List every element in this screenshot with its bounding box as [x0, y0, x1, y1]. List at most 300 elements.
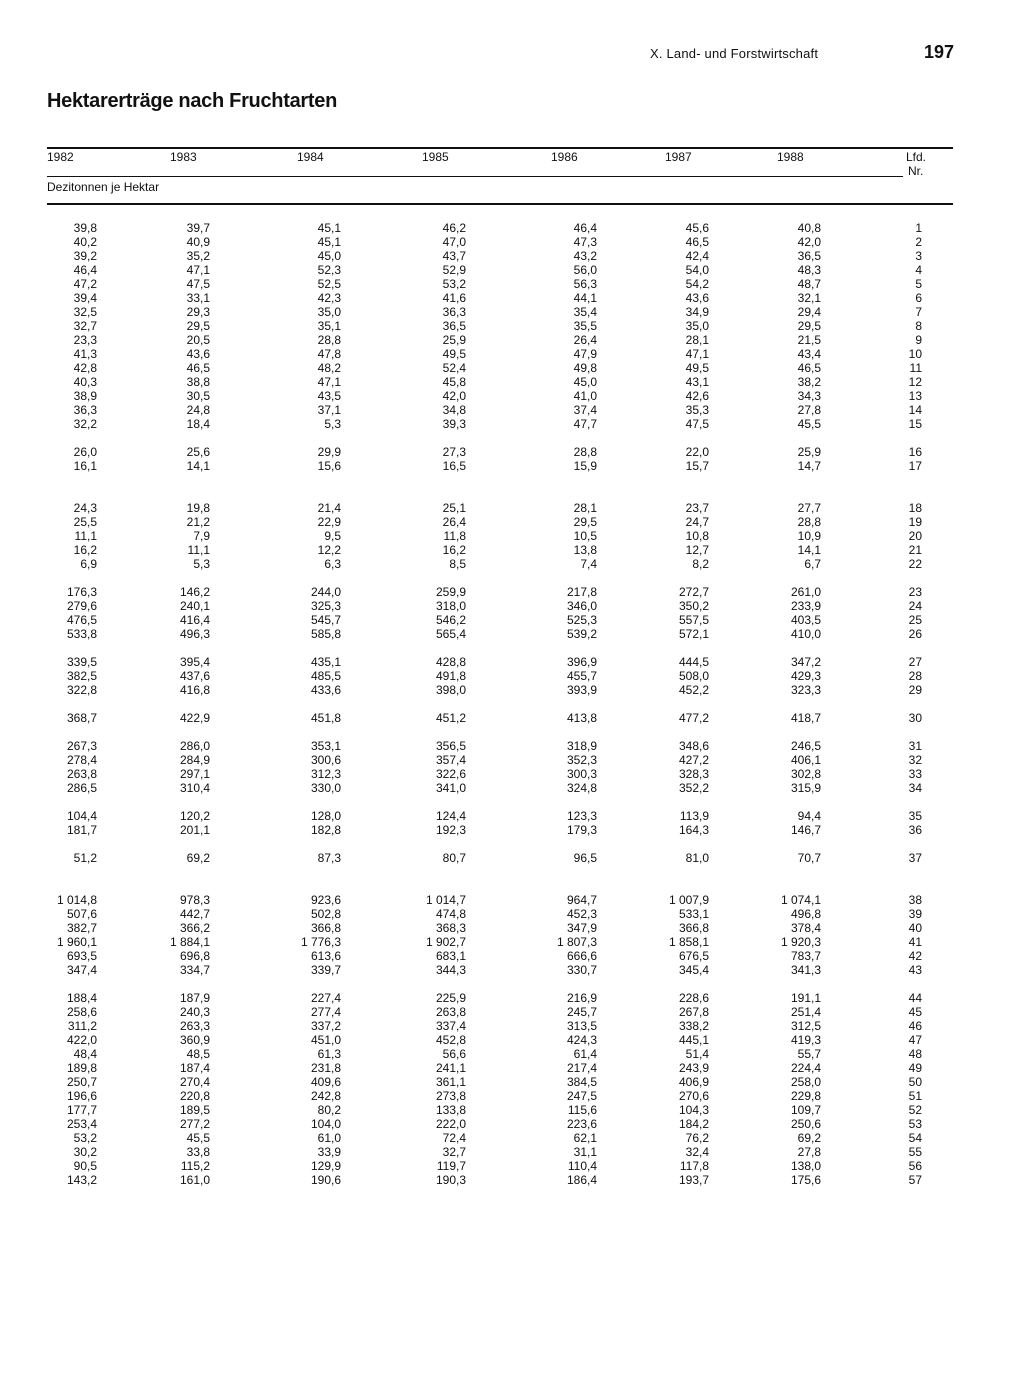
value-cell: 47,1: [186, 263, 210, 277]
row-number-cell: 16: [908, 445, 922, 459]
value-cell: 7,4: [580, 557, 597, 571]
value-cell: 54,2: [685, 277, 709, 291]
value-cell: 451,2: [435, 711, 466, 725]
value-cell: 201,1: [179, 823, 210, 837]
value-cell: 263,3: [179, 1019, 210, 1033]
value-cell: 164,3: [678, 823, 709, 837]
value-cell: 47,9: [573, 347, 597, 361]
value-cell: 322,6: [435, 767, 466, 781]
value-cell: 40,3: [73, 375, 97, 389]
value-cell: 286,0: [179, 739, 210, 753]
value-cell: 324,8: [566, 781, 597, 795]
value-cell: 40,9: [186, 235, 210, 249]
row-number-cell: 47: [908, 1033, 922, 1047]
value-cell: 346,0: [566, 599, 597, 613]
row-number-cell: 22: [908, 557, 922, 571]
value-cell: 52,4: [442, 361, 466, 375]
table-row: [0, 767, 922, 781]
row-number-cell: 44: [908, 991, 922, 1005]
value-cell: 28,8: [797, 515, 821, 529]
value-cell: 217,4: [566, 1061, 597, 1075]
value-cell: 318,0: [435, 599, 466, 613]
value-cell: 24,7: [685, 515, 709, 529]
value-cell: 366,8: [310, 921, 341, 935]
value-cell: 352,3: [566, 753, 597, 767]
value-cell: 38,2: [797, 375, 821, 389]
value-cell: 96,5: [573, 851, 597, 865]
value-cell: 345,4: [678, 963, 709, 977]
value-cell: 418,7: [790, 711, 821, 725]
value-cell: 25,6: [186, 445, 210, 459]
value-cell: 27,3: [442, 445, 466, 459]
value-cell: 273,8: [435, 1089, 466, 1103]
group-spacer: [0, 879, 922, 893]
value-cell: 46,5: [186, 361, 210, 375]
value-cell: 62,1: [573, 1131, 597, 1145]
value-cell: 19,8: [186, 501, 210, 515]
col-head-1985: 1985: [422, 150, 449, 164]
value-cell: 177,7: [66, 1103, 97, 1117]
group-spacer: [0, 977, 922, 991]
value-cell: 406,9: [678, 1075, 709, 1089]
row-number-cell: 32: [908, 753, 922, 767]
value-cell: 312,3: [310, 767, 341, 781]
value-cell: 476,5: [66, 613, 97, 627]
value-cell: 302,8: [790, 767, 821, 781]
col-head-1987: 1987: [665, 150, 692, 164]
row-number-cell: 4: [915, 263, 922, 277]
value-cell: 216,9: [566, 991, 597, 1005]
value-cell: 352,2: [678, 781, 709, 795]
value-cell: 452,3: [566, 907, 597, 921]
value-cell: 28,1: [573, 501, 597, 515]
table-row: [0, 599, 922, 613]
value-cell: 39,8: [73, 221, 97, 235]
value-cell: 696,8: [179, 949, 210, 963]
value-cell: 347,9: [566, 921, 597, 935]
value-cell: 41,3: [73, 347, 97, 361]
value-cell: 310,4: [179, 781, 210, 795]
value-cell: 23,3: [73, 333, 97, 347]
value-cell: 14,1: [797, 543, 821, 557]
table-row: [0, 935, 922, 949]
value-cell: 51,2: [73, 851, 97, 865]
value-cell: 330,0: [310, 781, 341, 795]
value-cell: 15,7: [685, 459, 709, 473]
value-cell: 396,9: [566, 655, 597, 669]
value-cell: 258,6: [66, 1005, 97, 1019]
value-cell: 300,6: [310, 753, 341, 767]
value-cell: 47,2: [73, 277, 97, 291]
table-row: [0, 347, 922, 361]
row-number-cell: 9: [915, 333, 922, 347]
value-cell: 27,7: [797, 501, 821, 515]
value-cell: 356,5: [435, 739, 466, 753]
row-number-cell: 6: [915, 291, 922, 305]
value-cell: 366,2: [179, 921, 210, 935]
value-cell: 347,2: [790, 655, 821, 669]
row-number-cell: 34: [908, 781, 922, 795]
table-row: [0, 991, 922, 1005]
value-cell: 241,1: [435, 1061, 466, 1075]
table-row: [0, 389, 922, 403]
value-cell: 42,0: [442, 389, 466, 403]
value-cell: 45,1: [317, 221, 341, 235]
value-cell: 22,0: [685, 445, 709, 459]
value-cell: 34,8: [442, 403, 466, 417]
value-cell: 533,8: [66, 627, 97, 641]
value-cell: 32,7: [442, 1145, 466, 1159]
value-cell: 10,5: [573, 529, 597, 543]
value-cell: 416,8: [179, 683, 210, 697]
value-cell: 312,5: [790, 1019, 821, 1033]
value-cell: 6,7: [804, 557, 821, 571]
value-cell: 452,8: [435, 1033, 466, 1047]
value-cell: 43,5: [317, 389, 341, 403]
value-cell: 29,4: [797, 305, 821, 319]
value-cell: 270,6: [678, 1089, 709, 1103]
row-number-cell: 56: [908, 1159, 922, 1173]
value-cell: 42,0: [797, 235, 821, 249]
group-spacer: [0, 865, 922, 879]
value-cell: 42,3: [317, 291, 341, 305]
value-cell: 47,5: [186, 277, 210, 291]
value-cell: 29,5: [186, 319, 210, 333]
group-spacer: [0, 487, 922, 501]
value-cell: 1 902,7: [425, 935, 466, 949]
value-cell: 225,9: [435, 991, 466, 1005]
value-cell: 36,3: [73, 403, 97, 417]
value-cell: 36,5: [797, 249, 821, 263]
row-number-cell: 20: [908, 529, 922, 543]
value-cell: 196,6: [66, 1089, 97, 1103]
value-cell: 10,9: [797, 529, 821, 543]
value-cell: 80,2: [317, 1103, 341, 1117]
value-cell: 54,0: [685, 263, 709, 277]
lfd-nr-label: [906, 150, 926, 178]
value-cell: 424,3: [566, 1033, 597, 1047]
table-row: [0, 1145, 922, 1159]
value-cell: 32,4: [685, 1145, 709, 1159]
value-cell: 422,0: [66, 1033, 97, 1047]
value-cell: 5,3: [193, 557, 210, 571]
value-cell: 25,1: [442, 501, 466, 515]
value-cell: 1 074,1: [780, 893, 821, 907]
value-cell: 23,7: [685, 501, 709, 515]
table-row: [0, 221, 922, 235]
value-cell: 179,3: [566, 823, 597, 837]
row-number-cell: 36: [908, 823, 922, 837]
value-cell: 300,3: [566, 767, 597, 781]
value-cell: 15,9: [573, 459, 597, 473]
value-cell: 47,1: [317, 375, 341, 389]
value-cell: 427,2: [678, 753, 709, 767]
value-cell: 45,1: [317, 235, 341, 249]
group-spacer: [0, 431, 922, 445]
value-cell: 193,7: [678, 1173, 709, 1187]
value-cell: 366,8: [678, 921, 709, 935]
value-cell: 334,7: [179, 963, 210, 977]
value-cell: 52,5: [317, 277, 341, 291]
value-cell: 14,1: [186, 459, 210, 473]
value-cell: 247,5: [566, 1089, 597, 1103]
group-spacer: [0, 641, 922, 655]
value-cell: 20,5: [186, 333, 210, 347]
value-cell: 146,2: [179, 585, 210, 599]
group-spacer: [0, 473, 922, 487]
value-cell: 39,2: [73, 249, 97, 263]
table-row: [0, 375, 922, 389]
value-cell: 47,7: [573, 417, 597, 431]
col-head-1982: 1982: [47, 150, 74, 164]
value-cell: 161,0: [179, 1173, 210, 1187]
value-cell: 429,3: [790, 669, 821, 683]
value-cell: 330,7: [566, 963, 597, 977]
value-cell: 32,7: [73, 319, 97, 333]
value-cell: 128,0: [310, 809, 341, 823]
row-number-cell: 43: [908, 963, 922, 977]
value-cell: 451,0: [310, 1033, 341, 1047]
nr-label: Nr.: [908, 164, 924, 178]
value-cell: 104,4: [66, 809, 97, 823]
value-cell: 43,7: [442, 249, 466, 263]
page-number: 197: [924, 42, 955, 62]
value-cell: 1 960,1: [56, 935, 97, 949]
value-cell: 348,6: [678, 739, 709, 753]
value-cell: 11,8: [443, 529, 466, 543]
table-row: [0, 445, 922, 459]
value-cell: 267,8: [678, 1005, 709, 1019]
value-cell: 70,7: [797, 851, 821, 865]
value-cell: 311,2: [67, 1019, 97, 1033]
value-cell: 258,0: [790, 1075, 821, 1089]
value-cell: 9,5: [324, 529, 341, 543]
row-number-cell: 15: [908, 417, 922, 431]
value-cell: 35,3: [685, 403, 709, 417]
value-cell: 227,4: [310, 991, 341, 1005]
value-cell: 188,4: [66, 991, 97, 1005]
row-number-cell: 26: [908, 627, 922, 641]
row-number-cell: 41: [908, 935, 922, 949]
value-cell: 113,9: [679, 809, 709, 823]
value-cell: 117,8: [679, 1159, 709, 1173]
value-cell: 964,7: [566, 893, 597, 907]
value-cell: 231,8: [310, 1061, 341, 1075]
table-row: [0, 319, 922, 333]
table-row: [0, 907, 922, 921]
value-cell: 35,0: [317, 305, 341, 319]
value-cell: 41,6: [442, 291, 466, 305]
value-cell: 277,2: [179, 1117, 210, 1131]
value-cell: 435,1: [310, 655, 341, 669]
row-number-cell: 57: [908, 1173, 922, 1187]
value-cell: 35,2: [186, 249, 210, 263]
value-cell: 253,4: [66, 1117, 97, 1131]
value-cell: 30,5: [186, 389, 210, 403]
value-cell: 477,2: [678, 711, 709, 725]
table-row: [0, 1019, 922, 1033]
value-cell: 323,3: [790, 683, 821, 697]
value-cell: 507,6: [66, 907, 97, 921]
table-row: [0, 501, 922, 515]
value-cell: 485,5: [310, 669, 341, 683]
value-cell: 175,6: [790, 1173, 821, 1187]
table-rule-bottom: [47, 203, 953, 205]
value-cell: 378,4: [790, 921, 821, 935]
value-cell: 28,8: [573, 445, 597, 459]
row-number-cell: 2: [915, 235, 922, 249]
table-rule-mid: [47, 176, 903, 177]
value-cell: 923,6: [310, 893, 341, 907]
value-cell: 502,8: [310, 907, 341, 921]
row-number-cell: 18: [908, 501, 922, 515]
col-head-1984: 1984: [297, 150, 324, 164]
value-cell: 11,1: [74, 529, 97, 543]
value-cell: 61,4: [573, 1047, 597, 1061]
value-cell: 1 014,8: [56, 893, 97, 907]
value-cell: 455,7: [566, 669, 597, 683]
value-cell: 1 920,3: [780, 935, 821, 949]
value-cell: 297,1: [179, 767, 210, 781]
value-cell: 45,5: [797, 417, 821, 431]
unit-label: Dezitonnen je Hektar: [47, 180, 160, 194]
table-row: [0, 1117, 922, 1131]
value-cell: 42,4: [685, 249, 709, 263]
value-cell: 666,6: [566, 949, 597, 963]
value-cell: 284,9: [179, 753, 210, 767]
row-number-cell: 19: [908, 515, 922, 529]
table-row: [0, 235, 922, 249]
value-cell: 146,7: [790, 823, 821, 837]
row-number-cell: 17: [908, 459, 922, 473]
value-cell: 36,5: [442, 319, 466, 333]
table-row: [0, 305, 922, 319]
row-number-cell: 23: [908, 585, 922, 599]
value-cell: 278,4: [66, 753, 97, 767]
value-cell: 25,5: [73, 515, 97, 529]
value-cell: 251,4: [790, 1005, 821, 1019]
value-cell: 26,0: [73, 445, 97, 459]
value-cell: 419,3: [790, 1033, 821, 1047]
value-cell: 437,6: [179, 669, 210, 683]
value-cell: 318,9: [566, 739, 597, 753]
value-cell: 119,7: [436, 1159, 466, 1173]
row-number-cell: 37: [908, 851, 922, 865]
row-number-cell: 30: [908, 711, 922, 725]
value-cell: 267,3: [66, 739, 97, 753]
row-number-cell: 35: [908, 809, 922, 823]
value-cell: 45,6: [685, 221, 709, 235]
value-cell: 186,4: [566, 1173, 597, 1187]
value-cell: 48,5: [186, 1047, 210, 1061]
value-cell: 277,4: [310, 1005, 341, 1019]
value-cell: 474,8: [435, 907, 466, 921]
group-spacer: [0, 725, 922, 739]
value-cell: 338,2: [678, 1019, 709, 1033]
value-cell: 445,1: [678, 1033, 709, 1047]
value-cell: 47,1: [685, 347, 709, 361]
value-cell: 978,3: [179, 893, 210, 907]
value-cell: 244,0: [310, 585, 341, 599]
value-cell: 452,2: [678, 683, 709, 697]
value-cell: 313,5: [566, 1019, 597, 1033]
value-cell: 28,1: [685, 333, 709, 347]
row-number-cell: 5: [915, 277, 922, 291]
value-cell: 8,5: [449, 557, 466, 571]
value-cell: 190,3: [435, 1173, 466, 1187]
value-cell: 21,4: [317, 501, 341, 515]
value-cell: 279,6: [66, 599, 97, 613]
value-cell: 80,7: [442, 851, 466, 865]
row-number-cell: 24: [908, 599, 922, 613]
value-cell: 409,6: [310, 1075, 341, 1089]
value-cell: 676,5: [678, 949, 709, 963]
data-table: [0, 221, 922, 1187]
value-cell: 29,5: [573, 515, 597, 529]
value-cell: 104,3: [678, 1103, 709, 1117]
value-cell: 783,7: [790, 949, 821, 963]
value-cell: 11,1: [187, 543, 210, 557]
value-cell: 55,7: [797, 1047, 821, 1061]
value-cell: 42,8: [73, 361, 97, 375]
value-cell: 81,0: [685, 851, 709, 865]
group-spacer: [0, 697, 922, 711]
table-row: [0, 1159, 922, 1173]
value-cell: 229,8: [790, 1089, 821, 1103]
value-cell: 40,8: [797, 221, 821, 235]
value-cell: 47,8: [317, 347, 341, 361]
table-row: [0, 753, 922, 767]
value-cell: 42,6: [685, 389, 709, 403]
value-cell: 61,0: [317, 1131, 341, 1145]
row-number-cell: 27: [908, 655, 922, 669]
value-cell: 272,7: [678, 585, 709, 599]
value-cell: 37,1: [317, 403, 341, 417]
table-row: [0, 277, 922, 291]
value-cell: 25,9: [797, 445, 821, 459]
value-cell: 1 807,3: [556, 935, 597, 949]
value-cell: 339,5: [66, 655, 97, 669]
value-cell: 7,9: [193, 529, 210, 543]
row-number-cell: 48: [908, 1047, 922, 1061]
value-cell: 546,2: [435, 613, 466, 627]
table-row: [0, 949, 922, 963]
value-cell: 12,7: [685, 543, 709, 557]
value-cell: 40,2: [73, 235, 97, 249]
value-cell: 21,2: [186, 515, 210, 529]
value-cell: 339,7: [310, 963, 341, 977]
table-row: [0, 1173, 922, 1187]
value-cell: 357,4: [435, 753, 466, 767]
table-row: [0, 1047, 922, 1061]
row-number-cell: 12: [908, 375, 922, 389]
value-cell: 46,4: [573, 221, 597, 235]
value-cell: 51,4: [685, 1047, 709, 1061]
col-head-1986: 1986: [551, 150, 578, 164]
value-cell: 557,5: [678, 613, 709, 627]
value-cell: 120,2: [179, 809, 210, 823]
value-cell: 353,1: [310, 739, 341, 753]
row-number-cell: 49: [908, 1061, 922, 1075]
table-row: [0, 459, 922, 473]
value-cell: 242,8: [310, 1089, 341, 1103]
value-cell: 259,9: [435, 585, 466, 599]
value-cell: 250,7: [66, 1075, 97, 1089]
value-cell: 56,0: [573, 263, 597, 277]
value-cell: 28,8: [317, 333, 341, 347]
value-cell: 72,4: [442, 1131, 466, 1145]
row-number-cell: 54: [908, 1131, 922, 1145]
